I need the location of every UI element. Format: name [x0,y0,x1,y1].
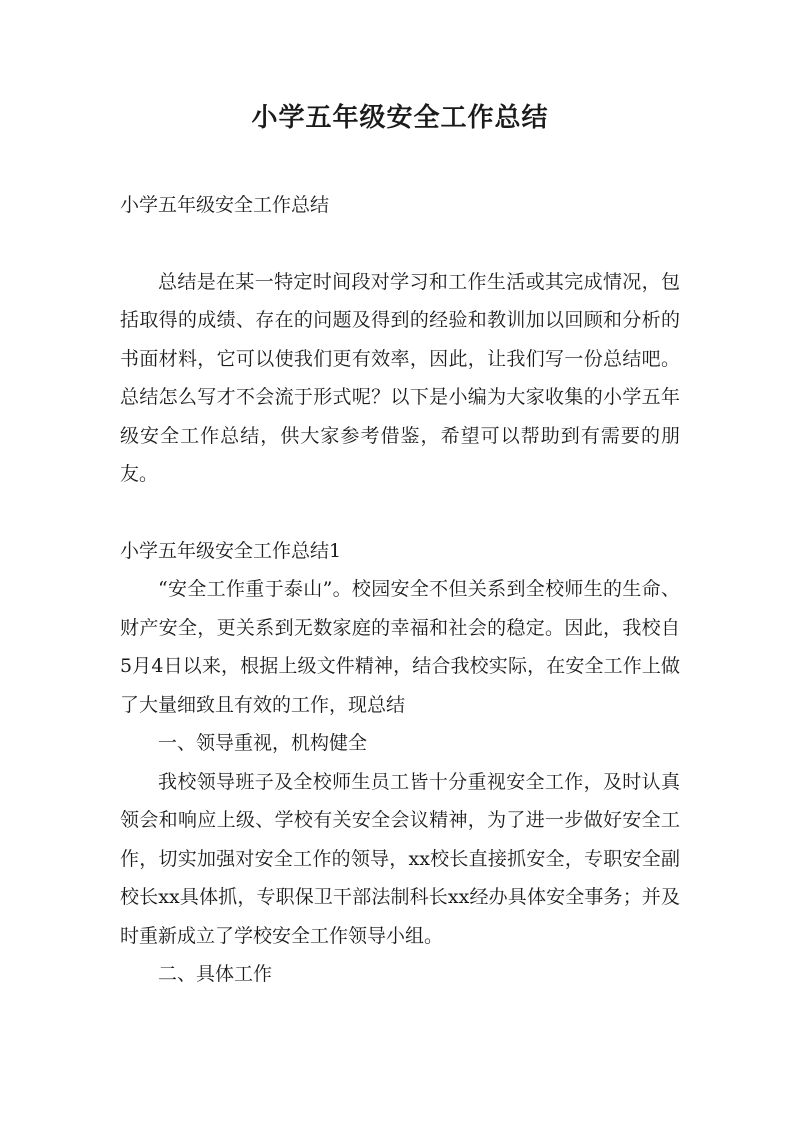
document-title: 小学五年级安全工作总结 [251,103,549,133]
item-heading-leadership: 一、领导重视，机构健全 [158,732,368,754]
document-body [120,186,680,994]
document-subtitle: 小学五年级安全工作总结 [120,194,330,216]
section-heading: 小学五年级安全工作总结1 [120,539,342,562]
item-body-leadership: 我校领导班子及全校师生员工皆十分重视安全工作，及时认真领会和响应上级、学校有关安全会议精神，为了进一步做好安全工作，切实加强对安全工作的领导，xx校长直接抓安全，专职安全副校长xx具体抓，专职保卫干部法制科长xx经办具体安全事务；并及时重新成立了学校安全工作领导小组。 [120,770,680,947]
section-paragraph: “安全工作重于泰山”。校园安全不但关系到全校师生的生命、财产安全，更关系到无数家庭的幸福和社会的稳定。因此，我校自5月4日以来，根据上级文件精神，结合我校实际，在安全工作上做了大量细致且有效的工作，现总结 [120,578,680,716]
intro-paragraph: 总结是在某一特定时间段对学习和工作生活或其完成情况，包括取得的成绩、存在的问题及得到的经验和教训加以回顾和分析的书面材料，它可以使我们更有效率，因此，让我们写一份总结吧。总结怎么写才不会流于形式呢？以下是小编为大家收集的小学五年级安全工作总结，供大家参考借鉴，希望可以帮助到有需要的朋友。 [120,270,680,485]
item-heading-specific-work: 二、具体工作 [158,963,273,985]
